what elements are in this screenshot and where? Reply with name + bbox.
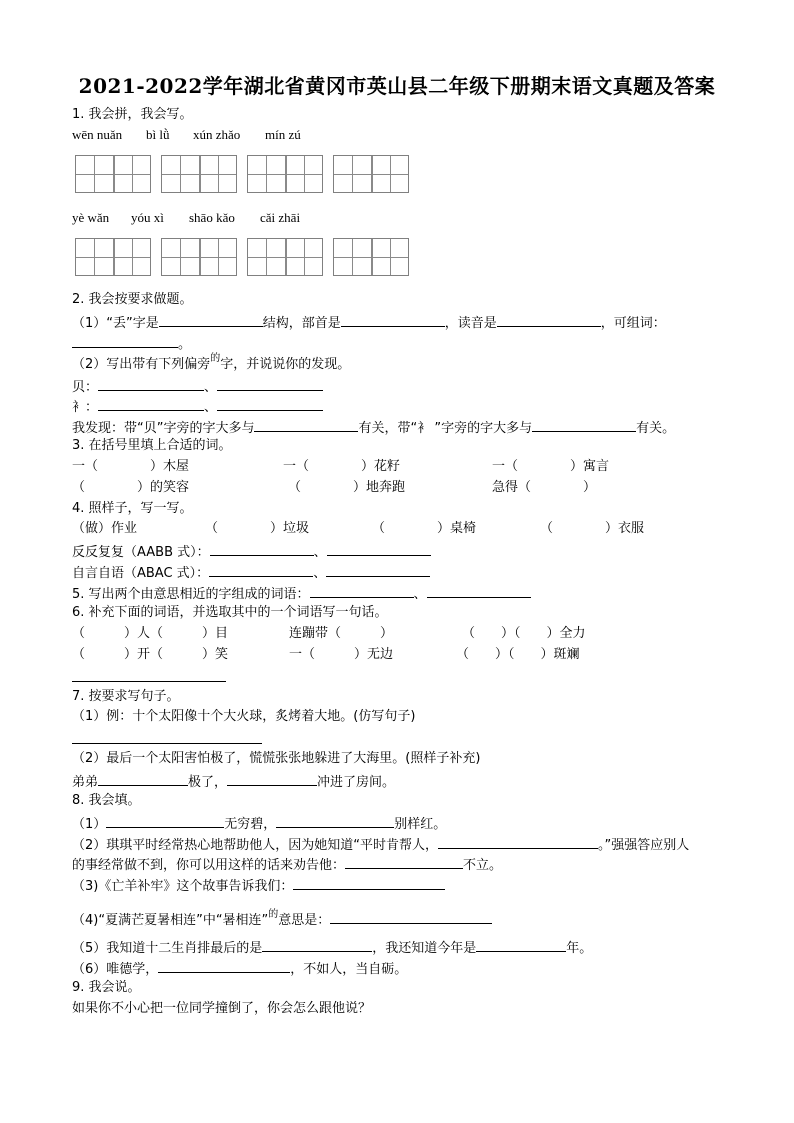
- answer-blank[interactable]: [227, 772, 317, 786]
- answer-blank[interactable]: [72, 334, 178, 348]
- writing-grid[interactable]: [161, 238, 237, 276]
- q9-prompt: 如果你不小心把一位同学撞倒了，你会怎么跟他说？: [72, 1001, 372, 1016]
- writing-grid[interactable]: [247, 238, 323, 276]
- answer-blank[interactable]: [262, 938, 372, 952]
- q8-part5: （5）我知道十二生肖排最后的是 ，我还知道今年是 年。: [72, 938, 592, 957]
- page-title: 2021-2022学年湖北省黄冈市英山县二年级下册期末语文真题及答案: [78, 74, 716, 98]
- answer-blank[interactable]: [310, 584, 414, 598]
- answer-blank[interactable]: [210, 542, 314, 556]
- q8-part1: （1） 无穷碧， 别样红。: [72, 814, 446, 833]
- q2-bei-row: 贝： 、: [72, 377, 323, 396]
- q2-yi-row: 衤： 、: [72, 397, 323, 416]
- q7-part1: （1）例：十个太阳像十个大火球，炙烤着大地。(仿写句子): [72, 709, 416, 724]
- answer-blank[interactable]: [98, 772, 188, 786]
- q2-part2: （2）写出带有下列偏旁$^的$字，并说说你的发现。: [72, 353, 351, 372]
- q6-item: （ ）人（ ）目: [72, 626, 229, 641]
- answer-blank[interactable]: [72, 668, 226, 682]
- q2-part1-cont: 。: [72, 334, 191, 353]
- q6-item: 一（ ）无边: [289, 647, 394, 662]
- answer-blank[interactable]: [330, 910, 492, 924]
- answer-blank[interactable]: [293, 876, 445, 890]
- pinyin-8: cǎi zhāi: [260, 210, 301, 225]
- q3-item: 一（ ）寓言: [492, 459, 610, 474]
- answer-blank[interactable]: [158, 959, 290, 973]
- answer-blank[interactable]: [497, 313, 601, 327]
- answer-blank[interactable]: [327, 542, 431, 556]
- q1-heading: 1. 我会拼，我会写。: [72, 107, 193, 122]
- answer-blank[interactable]: [326, 563, 430, 577]
- q8-part6: （6）唯德学， ，不如人，当自砺。: [72, 959, 407, 978]
- answer-blank[interactable]: [532, 418, 636, 432]
- writing-grid[interactable]: [161, 155, 237, 193]
- q4-item: （ ）桌椅: [372, 521, 477, 536]
- q8-part3: （3)《亡羊补牢》这个故事告诉我们：: [72, 876, 445, 895]
- q6-sentence-line: [72, 668, 226, 687]
- pinyin-4: mín zú: [265, 127, 301, 142]
- answer-blank[interactable]: [72, 730, 262, 744]
- q9-heading: 9. 我会说。: [72, 980, 141, 995]
- q8-part2-cont: 的事经常做不到，你可以用这样的话来劝告他： 不立。: [72, 855, 502, 874]
- writing-grid[interactable]: [333, 238, 409, 276]
- answer-blank[interactable]: [476, 938, 566, 952]
- answer-blank[interactable]: [217, 397, 323, 411]
- q7-heading: 7. 按要求写句子。: [72, 689, 180, 704]
- q3-item: 一（ ）花籽: [283, 459, 401, 474]
- q8-part4: （4)“夏满芒夏暑相连”中“暑相连”$^的$意思是：: [72, 910, 492, 930]
- q3-heading: 3. 在括号里填上合适的词。: [72, 438, 232, 453]
- q7-part1-answer: [72, 730, 262, 749]
- q3-item: （ ）的笑容: [72, 480, 190, 495]
- q2-part1: （1）“丢”字是 结构，部首是 ，读音是 ，可组词：: [72, 313, 666, 332]
- pinyin-3: xún zhǎo: [193, 127, 241, 142]
- answer-blank[interactable]: [98, 397, 204, 411]
- q3-item: 一（ ）木屋: [72, 459, 190, 474]
- q5: 5. 写出两个由意思相近的字组成的词语： 、: [72, 584, 531, 603]
- writing-grid[interactable]: [75, 238, 151, 276]
- writing-grid[interactable]: [247, 155, 323, 193]
- answer-blank[interactable]: [254, 418, 358, 432]
- q6-heading: 6. 补充下面的词语，并选取其中的一个词语写一句话。: [72, 605, 388, 620]
- pinyin-2: bì lǜ: [146, 127, 170, 142]
- q4-heading: 4. 照样子，写一写。: [72, 501, 193, 516]
- answer-blank[interactable]: [276, 814, 394, 828]
- writing-grid[interactable]: [75, 155, 151, 193]
- writing-grid[interactable]: [333, 155, 409, 193]
- q4-abac: 自言自语（ABAC 式）： 、: [72, 563, 430, 582]
- q2-heading: 2. 我会按要求做题。: [72, 292, 193, 307]
- q8-part2: （2）琪琪平时经常热心地帮助他人，因为她知道“平时肯帮人， 。”强强答应别人: [72, 835, 689, 854]
- answer-blank[interactable]: [438, 835, 598, 849]
- q4-item: （ ）衣服: [540, 521, 645, 536]
- q3-item: （ ）地奔跑: [288, 480, 406, 495]
- q2-discovery: 我发现：带“贝”字旁的字大多与 有关，带“衤 ”字旁的字大多与 有关。: [72, 418, 675, 437]
- pinyin-7: shāo kǎo: [189, 210, 235, 225]
- q3-item: 急得（ ）: [492, 480, 597, 495]
- q8-heading: 8. 我会填。: [72, 793, 141, 808]
- q6-item: （ ）（ ）斑斓: [456, 647, 580, 662]
- answer-blank[interactable]: [159, 313, 263, 327]
- q6-item: 连蹦带（ ）: [289, 626, 394, 641]
- answer-blank[interactable]: [98, 377, 204, 391]
- answer-blank[interactable]: [217, 377, 323, 391]
- pinyin-6: yóu xì: [131, 210, 164, 225]
- pinyin-5: yè wǎn: [72, 210, 110, 225]
- answer-blank[interactable]: [106, 814, 224, 828]
- q7-part2-answer: 弟弟 极了， 冲进了房间。: [72, 772, 395, 791]
- answer-blank[interactable]: [341, 313, 445, 327]
- pinyin-1: wēn nuǎn: [72, 127, 123, 142]
- q6-item: （ ）开（ ）笑: [72, 647, 229, 662]
- q7-part2: （2）最后一个太阳害怕极了，慌慌张张地躲进了大海里。(照样子补充): [72, 751, 481, 766]
- answer-blank[interactable]: [209, 563, 313, 577]
- answer-blank[interactable]: [345, 855, 463, 869]
- answer-blank[interactable]: [427, 584, 531, 598]
- q4-example: （做）作业: [72, 521, 138, 536]
- q4-item: （ ）垃圾: [205, 521, 310, 536]
- q6-item: （ ）（ ）全力: [462, 626, 586, 641]
- q4-aabb: 反反复复（AABB 式）： 、: [72, 542, 431, 561]
